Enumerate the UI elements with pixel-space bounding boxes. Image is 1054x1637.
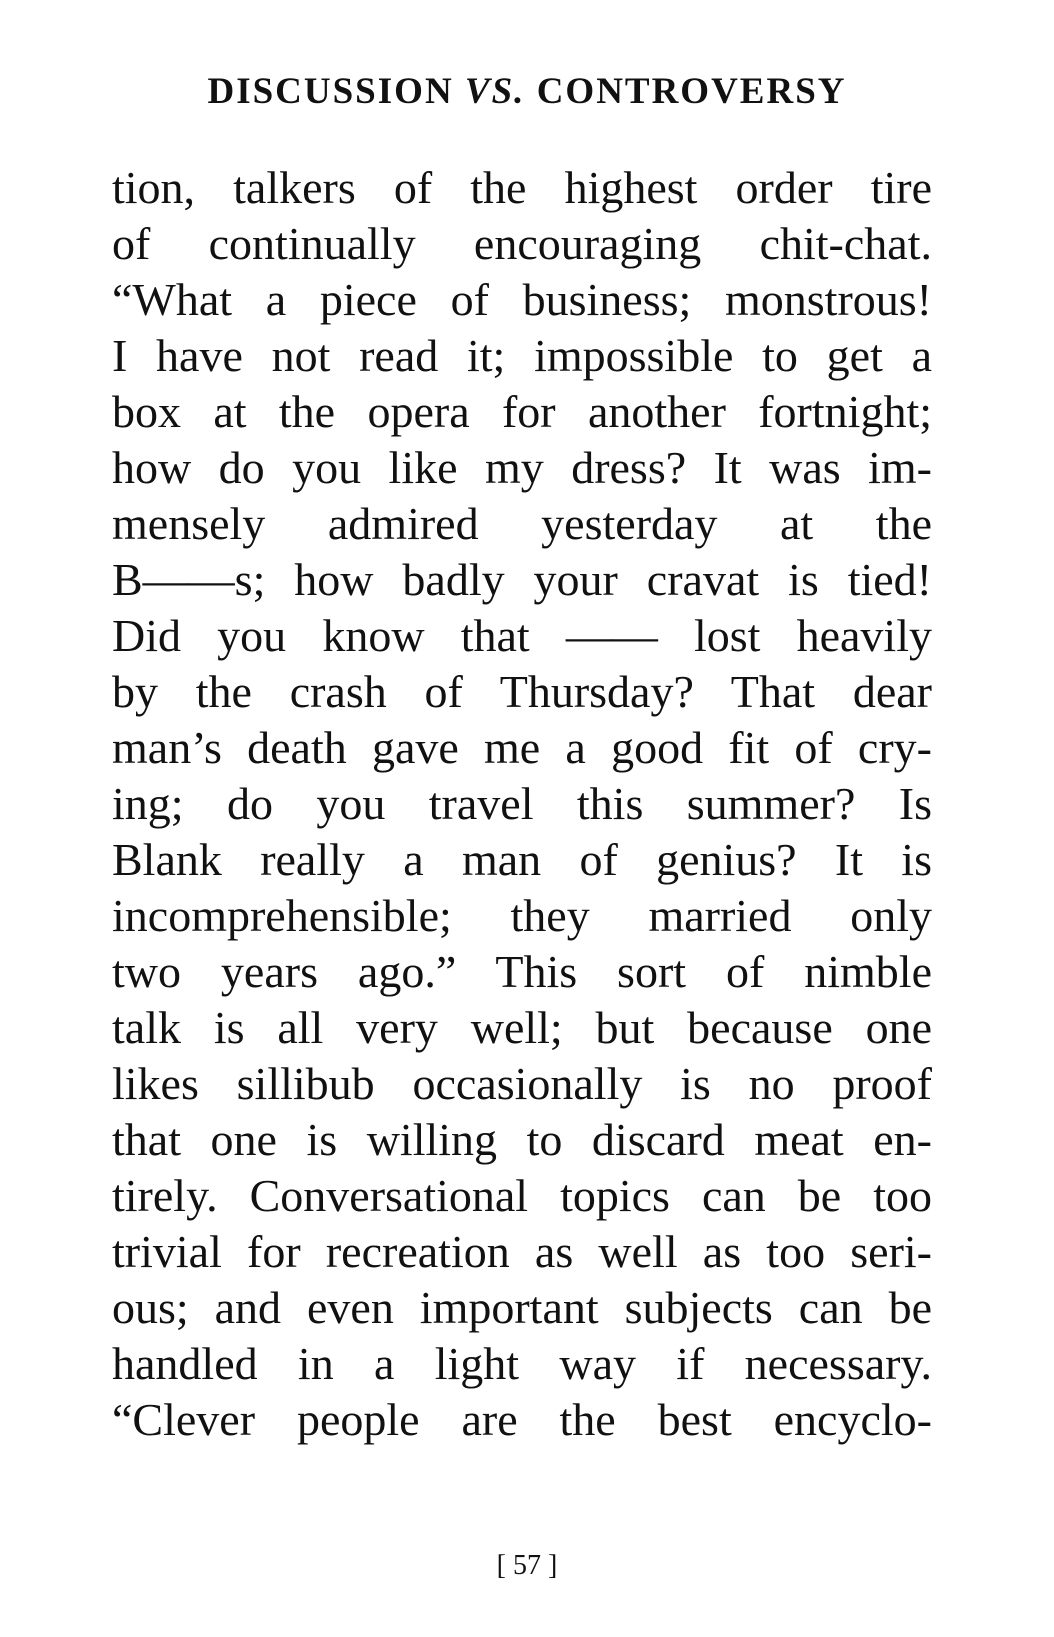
text-line: by the crash of Thursday? That dear bbox=[112, 666, 932, 717]
text-line: talk is all very well; but because one bbox=[112, 1002, 932, 1053]
running-head-part-2: CONTROVERSY bbox=[525, 71, 847, 112]
text-line: trivial for recreation as well as too seri- bbox=[112, 1226, 932, 1277]
running-head-vs: VS. bbox=[464, 71, 526, 112]
text-line: B——s; how badly your cravat is tied! bbox=[112, 554, 932, 605]
text-line: Did you know that —— lost heavily bbox=[112, 610, 932, 661]
running-head-part-1: DISCUSSION bbox=[207, 71, 465, 112]
text-line: mensely admired yesterday at the bbox=[112, 498, 932, 549]
text-line: likes sillibub occasionally is no proof bbox=[112, 1058, 932, 1109]
text-line: that one is willing to discard meat en- bbox=[112, 1114, 932, 1165]
page-number: [ 57 ] bbox=[496, 1550, 558, 1581]
text-line: ing; do you travel this summer? Is bbox=[112, 778, 932, 829]
text-line: man’s death gave me a good fit of cry- bbox=[112, 722, 932, 773]
text-line: tion, talkers of the highest order tire bbox=[112, 162, 932, 213]
text-line: “Clever people are the best encyclo- bbox=[112, 1394, 932, 1445]
text-line: “What a piece of business; monstrous! bbox=[112, 274, 932, 325]
running-head bbox=[0, 70, 1054, 113]
text-line: handled in a light way if necessary. bbox=[112, 1338, 932, 1389]
text-line: of continually encouraging chit-chat. bbox=[112, 218, 932, 269]
text-line: how do you like my dress? It was im- bbox=[112, 442, 932, 493]
text-line: I have not read it; impossible to get a bbox=[112, 330, 932, 381]
body-text bbox=[112, 160, 932, 1448]
text-line: box at the opera for another fortnight; bbox=[112, 386, 932, 437]
text-line: ous; and even important subjects can be bbox=[112, 1282, 932, 1333]
text-line: two years ago.” This sort of nimble bbox=[112, 946, 932, 997]
text-line: incomprehensible; they married only bbox=[112, 890, 932, 941]
text-line: Blank really a man of genius? It is bbox=[112, 834, 932, 885]
text-line: tirely. Conversational topics can be too bbox=[112, 1170, 932, 1221]
